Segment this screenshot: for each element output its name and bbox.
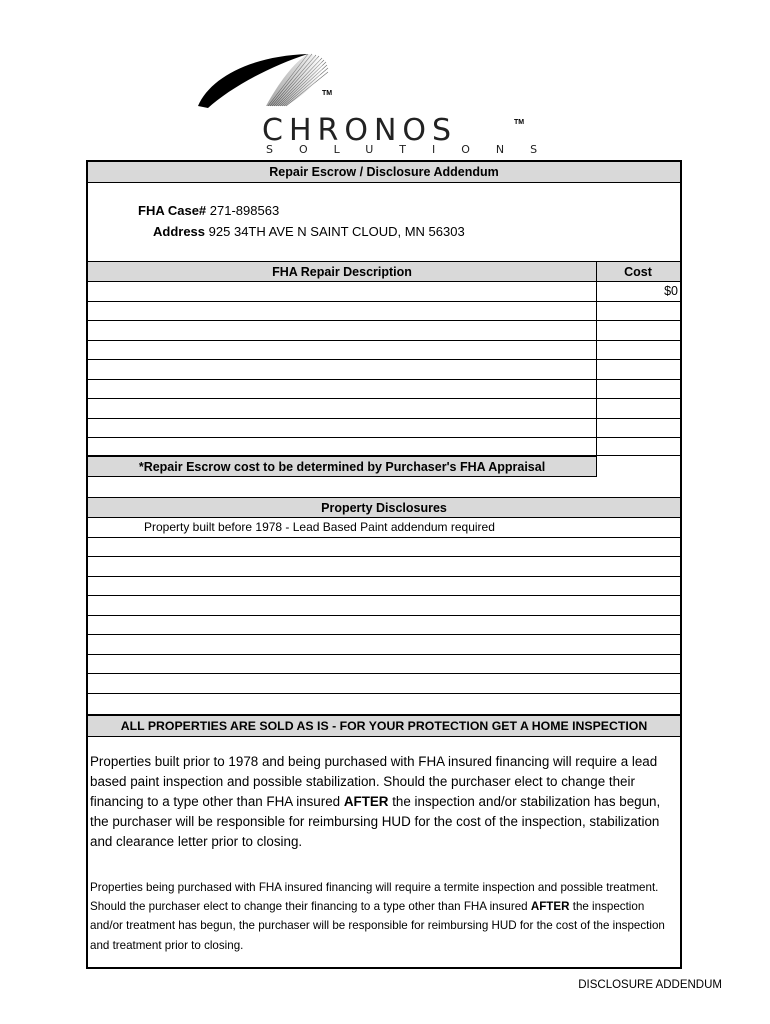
repair-row[interactable] xyxy=(88,380,680,400)
termite-text-a: Properties being purchased with FHA insured financing will require a termite inspection and possible treatment. Should the purchaser elect to change their financing to a type other than FHA insured xyxy=(90,881,659,914)
trademark-mark: TM xyxy=(322,90,333,97)
form-title: Repair Escrow / Disclosure Addendum xyxy=(88,162,680,183)
repair-row[interactable] xyxy=(88,438,680,456)
lead-paint-after: AFTER xyxy=(343,794,389,809)
disclosure-row[interactable] xyxy=(88,635,680,655)
cost-column-divider xyxy=(596,261,597,477)
termite-after: AFTER xyxy=(530,900,570,914)
fha-case-line xyxy=(138,203,279,218)
repair-row[interactable] xyxy=(88,419,680,439)
as-is-banner: ALL PROPERTIES ARE SOLD AS IS - FOR YOUR PROTECTION GET A HOME INSPECTION xyxy=(88,715,680,737)
disclosure-row[interactable] xyxy=(88,577,680,597)
address-value: 925 34TH AVE N SAINT CLOUD, MN 56303 xyxy=(208,224,465,239)
repair-row[interactable] xyxy=(88,360,680,380)
brand-name: CHRONOS xyxy=(262,113,458,148)
lead-paint-paragraph xyxy=(90,752,674,852)
disclosure-row[interactable] xyxy=(88,694,680,716)
address-line xyxy=(153,224,465,239)
repair-row[interactable] xyxy=(88,321,680,341)
disclosure-row[interactable] xyxy=(88,557,680,577)
disclosure-row[interactable] xyxy=(88,616,680,636)
disclosure-row[interactable] xyxy=(88,596,680,616)
repair-row[interactable] xyxy=(88,282,680,302)
termite-text-b: the inspection and/or treatment has begun, the purchaser will be responsible for reimbursing HUD for the cost of the inspection and treatment prior to closing. xyxy=(90,900,665,952)
repair-row[interactable] xyxy=(88,399,680,419)
addendum-form xyxy=(86,160,682,969)
repair-description-header: FHA Repair Description xyxy=(272,264,412,279)
address-label: Address xyxy=(153,224,206,239)
disclosure-row[interactable] xyxy=(88,674,680,694)
cost-header: Cost xyxy=(624,264,652,279)
disclosure-row[interactable] xyxy=(88,655,680,675)
blank-row[interactable] xyxy=(88,477,680,498)
termite-paragraph xyxy=(90,878,678,955)
fha-case-value: 271-898563 xyxy=(209,203,280,218)
lead-paint-text-a: Properties built prior to 1978 and being purchased with FHA insured financing will require a lead based paint inspection and possible stabilization. Should the purchaser elect to change their financing to a type other than FHA insured xyxy=(90,754,658,809)
lead-paint-text-b: the inspection and/or stabilization has begun, the purchaser will be responsible for reimbursing HUD for the cost of the inspection, stabilization and clearance letter prior to closing. xyxy=(90,794,661,849)
footer-label: DISCLOSURE ADDENDUM xyxy=(578,979,722,991)
brand-subtitle: SOLUTIONS xyxy=(266,143,564,156)
repair-row[interactable] xyxy=(88,302,680,322)
escrow-note: *Repair Escrow cost to be determined by Purchaser's FHA Appraisal xyxy=(88,456,596,477)
disclosure-text: Property built before 1978 - Lead Based Paint addendum required xyxy=(144,520,495,534)
trademark-name: TM xyxy=(514,119,525,126)
disclosures-header: Property Disclosures xyxy=(88,497,680,518)
disclosure-row[interactable] xyxy=(88,538,680,558)
repair-row[interactable] xyxy=(88,341,680,361)
fha-case-label: FHA Case# xyxy=(138,203,207,218)
repair-cost-value: $0 xyxy=(664,284,678,298)
disclosure-row[interactable] xyxy=(88,518,680,538)
repair-header-row xyxy=(88,261,680,282)
